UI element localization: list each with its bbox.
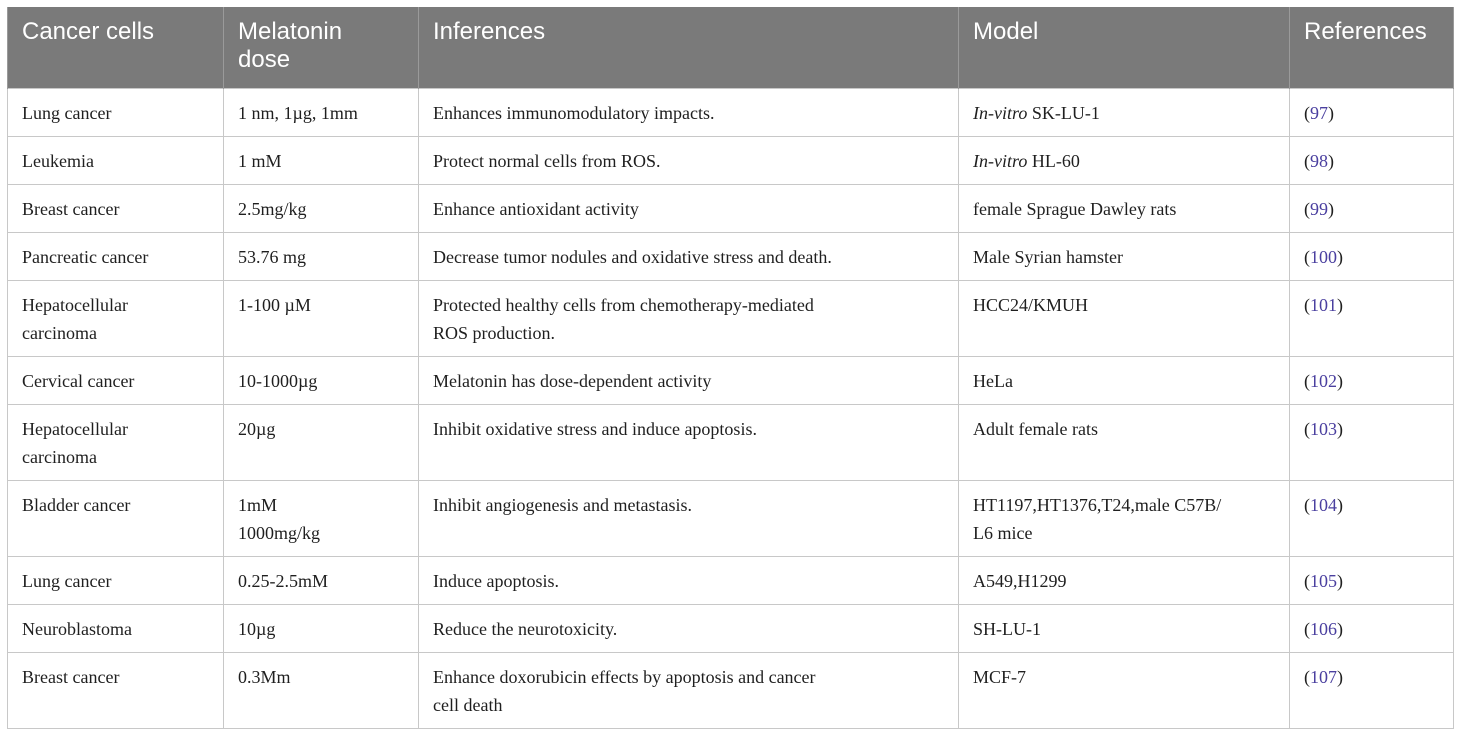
dose-line1: 1 nm, 1µg, 1mm [238, 102, 358, 123]
cell-model [959, 184, 1290, 232]
reference-open-paren: ( [1304, 418, 1310, 439]
model-italic-prefix: In-vitro [973, 102, 1028, 123]
cancer-type-line2: carcinoma [22, 322, 97, 343]
cell-cancer-type [8, 136, 224, 184]
dose-line1: 1 mM [238, 150, 282, 171]
cell-model [959, 356, 1290, 404]
reference-link[interactable]: 100 [1310, 246, 1337, 267]
reference-open-paren: ( [1304, 494, 1310, 515]
model-line1 [973, 291, 1275, 319]
reference-open-paren: ( [1304, 198, 1310, 219]
model-text: MCF-7 [973, 666, 1027, 687]
reference-link[interactable]: 98 [1310, 150, 1328, 171]
cancer-type-line2: carcinoma [22, 446, 97, 467]
model-italic-prefix: In-vitro [973, 150, 1028, 171]
model-line1 [973, 663, 1275, 691]
cell-reference [1290, 356, 1454, 404]
inference-line1: Inhibit angiogenesis and metastasis. [433, 494, 692, 515]
reference-link[interactable]: 103 [1310, 418, 1337, 439]
cell-melatonin-dose [224, 604, 419, 652]
table-row [8, 404, 1454, 480]
table-row [8, 88, 1454, 136]
model-text: Male Syrian hamster [973, 246, 1123, 267]
cell-melatonin-dose [224, 480, 419, 556]
model-text: SK-LU-1 [1027, 102, 1100, 123]
cell-inference [419, 356, 959, 404]
cell-inference [419, 480, 959, 556]
cell-melatonin-dose [224, 356, 419, 404]
table-row [8, 652, 1454, 728]
inference-line1: Inhibit oxidative stress and induce apoptosis. [433, 418, 757, 439]
melatonin-cancer-table [7, 7, 1453, 729]
reference-close-paren: ) [1328, 150, 1334, 171]
model-line1 [973, 99, 1275, 127]
inference-line1: Reduce the neurotoxicity. [433, 618, 618, 639]
reference-close-paren: ) [1337, 246, 1343, 267]
cell-inference [419, 232, 959, 280]
cancer-type-line1: Hepatocellular [22, 418, 128, 439]
cell-inference [419, 556, 959, 604]
reference-link[interactable]: 101 [1310, 294, 1337, 315]
reference-open-paren: ( [1304, 294, 1310, 315]
reference-link[interactable]: 99 [1310, 198, 1328, 219]
reference-link[interactable]: 97 [1310, 102, 1328, 123]
model-text: female Sprague Dawley rats [973, 198, 1177, 219]
cell-cancer-type [8, 184, 224, 232]
dose-line1: 0.25-2.5mM [238, 570, 328, 591]
cell-cancer-type [8, 480, 224, 556]
cell-model [959, 652, 1290, 728]
table-row [8, 356, 1454, 404]
cancer-type-line1: Bladder cancer [22, 494, 131, 515]
reference-open-paren: ( [1304, 246, 1310, 267]
header-melatonin-dose-line1: Melatonin [238, 18, 343, 45]
model-text: HT1197,HT1376,T24,male C57B/ [973, 494, 1222, 515]
cell-inference [419, 184, 959, 232]
inference-line1: Decrease tumor nodules and oxidative stress and death. [433, 246, 832, 267]
model-text: SH-LU-1 [973, 618, 1041, 639]
model-line1 [973, 195, 1275, 223]
cell-melatonin-dose [224, 404, 419, 480]
cell-model [959, 88, 1290, 136]
header-inferences: Inferences [419, 7, 959, 88]
model-line1 [973, 367, 1275, 395]
dose-line1: 1mM [238, 494, 278, 515]
table-row [8, 280, 1454, 356]
model-line2: L6 mice [973, 522, 1033, 543]
cell-cancer-type [8, 232, 224, 280]
cell-model [959, 556, 1290, 604]
cell-model [959, 404, 1290, 480]
cell-melatonin-dose [224, 136, 419, 184]
cancer-type-line1: Neuroblastoma [22, 618, 132, 639]
table-body [8, 88, 1454, 728]
cancer-type-line1: Lung cancer [22, 570, 112, 591]
cell-melatonin-dose [224, 184, 419, 232]
cell-melatonin-dose [224, 652, 419, 728]
dose-line1: 0.3Mm [238, 666, 291, 687]
reference-link[interactable]: 107 [1310, 666, 1337, 687]
reference-open-paren: ( [1304, 618, 1310, 639]
cell-reference [1290, 136, 1454, 184]
cell-cancer-type [8, 88, 224, 136]
model-text: HeLa [973, 370, 1013, 391]
cell-reference [1290, 480, 1454, 556]
cell-cancer-type [8, 652, 224, 728]
model-line1 [973, 567, 1275, 595]
dose-line1: 10-1000µg [238, 370, 318, 391]
cell-inference [419, 404, 959, 480]
inference-line2: ROS production. [433, 322, 556, 343]
model-line1 [973, 615, 1275, 643]
cell-inference [419, 136, 959, 184]
cell-inference [419, 652, 959, 728]
cell-cancer-type [8, 280, 224, 356]
inference-line1: Enhance antioxidant activity [433, 198, 639, 219]
model-line1 [973, 491, 1275, 519]
table-row [8, 480, 1454, 556]
inference-line2: cell death [433, 694, 503, 715]
cancer-type-line1: Hepatocellular [22, 294, 128, 315]
table-header [8, 7, 1454, 88]
cancer-type-line1: Pancreatic cancer [22, 246, 149, 267]
reference-close-paren: ) [1337, 494, 1343, 515]
reference-close-paren: ) [1328, 102, 1334, 123]
cell-model [959, 136, 1290, 184]
header-references: References [1290, 7, 1454, 88]
cell-reference [1290, 280, 1454, 356]
reference-open-paren: ( [1304, 570, 1310, 591]
model-line1 [973, 147, 1275, 175]
table-row [8, 136, 1454, 184]
cell-model [959, 232, 1290, 280]
table-row [8, 604, 1454, 652]
cancer-type-line1: Leukemia [22, 150, 94, 171]
table-row [8, 556, 1454, 604]
cell-reference [1290, 232, 1454, 280]
inference-line1: Melatonin has dose-dependent activity [433, 370, 712, 391]
dose-line1: 20µg [238, 418, 276, 439]
cancer-type-line1: Cervical cancer [22, 370, 135, 391]
header-melatonin-dose-line2: dose [238, 46, 291, 73]
reference-close-paren: ) [1337, 570, 1343, 591]
header-cancer-cells: Cancer cells [8, 7, 224, 88]
cell-cancer-type [8, 556, 224, 604]
cell-cancer-type [8, 604, 224, 652]
reference-open-paren: ( [1304, 370, 1310, 391]
reference-close-paren: ) [1337, 370, 1343, 391]
model-line1 [973, 415, 1275, 443]
cell-model [959, 604, 1290, 652]
model-text: HCC24/KMUH [973, 294, 1089, 315]
dose-line1: 10µg [238, 618, 276, 639]
model-line1 [973, 243, 1275, 271]
reference-open-paren: ( [1304, 666, 1310, 687]
model-text: HL-60 [1027, 150, 1080, 171]
reference-open-paren: ( [1304, 150, 1310, 171]
cell-melatonin-dose [224, 232, 419, 280]
cancer-type-line1: Lung cancer [22, 102, 112, 123]
cell-melatonin-dose [224, 556, 419, 604]
dose-line1: 2.5mg/kg [238, 198, 307, 219]
cell-inference [419, 280, 959, 356]
table-row [8, 232, 1454, 280]
header-melatonin-dose [224, 7, 419, 88]
reference-close-paren: ) [1337, 618, 1343, 639]
header-row [8, 7, 1454, 88]
reference-link[interactable]: 102 [1310, 370, 1337, 391]
cancer-type-line1: Breast cancer [22, 666, 120, 687]
cell-melatonin-dose [224, 280, 419, 356]
inference-line1: Enhances immunomodulatory impacts. [433, 102, 715, 123]
reference-link[interactable]: 104 [1310, 494, 1337, 515]
reference-close-paren: ) [1328, 198, 1334, 219]
cell-cancer-type [8, 404, 224, 480]
cancer-type-line1: Breast cancer [22, 198, 120, 219]
inference-line1: Enhance doxorubicin effects by apoptosis and cancer [433, 666, 816, 687]
reference-close-paren: ) [1337, 418, 1343, 439]
data-table [7, 7, 1454, 729]
dose-line1: 53.76 mg [238, 246, 307, 267]
cell-model [959, 480, 1290, 556]
cell-reference [1290, 404, 1454, 480]
dose-line1: 1-100 µM [238, 294, 311, 315]
cell-inference [419, 604, 959, 652]
header-model: Model [959, 7, 1290, 88]
table-row [8, 184, 1454, 232]
reference-close-paren: ) [1337, 294, 1343, 315]
inference-line1: Protect normal cells from ROS. [433, 150, 661, 171]
cell-cancer-type [8, 356, 224, 404]
reference-link[interactable]: 105 [1310, 570, 1337, 591]
reference-close-paren: ) [1337, 666, 1343, 687]
reference-link[interactable]: 106 [1310, 618, 1337, 639]
reference-open-paren: ( [1304, 102, 1310, 123]
cell-melatonin-dose [224, 88, 419, 136]
cell-reference [1290, 184, 1454, 232]
dose-line2: 1000mg/kg [238, 522, 321, 543]
cell-model [959, 280, 1290, 356]
inference-line1: Induce apoptosis. [433, 570, 559, 591]
cell-reference [1290, 652, 1454, 728]
model-text: Adult female rats [973, 418, 1098, 439]
cell-reference [1290, 604, 1454, 652]
cell-inference [419, 88, 959, 136]
inference-line1: Protected healthy cells from chemotherapy-mediated [433, 294, 814, 315]
cell-reference [1290, 88, 1454, 136]
cell-reference [1290, 556, 1454, 604]
model-text: A549,H1299 [973, 570, 1067, 591]
